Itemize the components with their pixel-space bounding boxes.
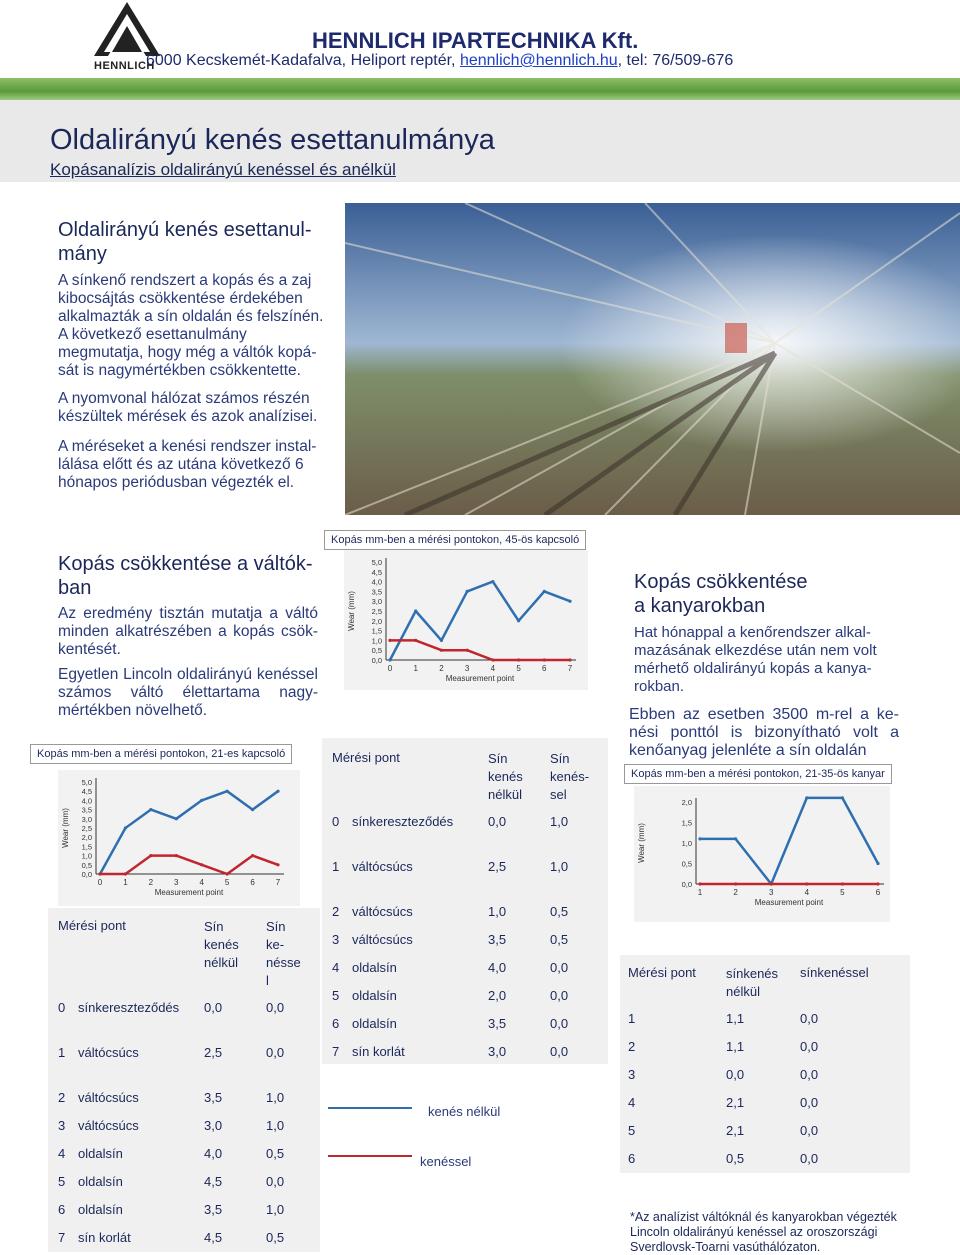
x-tick-label: 7 [275,878,281,887]
table45-cell: váltócsúcs [352,859,413,874]
data-point [568,658,571,661]
legend-no-lube-line [328,1107,412,1109]
y-tick-label: 0,5 [371,646,382,656]
green-band [0,78,960,100]
x-tick-label: 0 [97,878,103,887]
data-point [543,658,546,661]
table21 [48,908,320,1252]
y-tick-label: 1,5 [371,626,382,636]
table45-cell: oldalsín [352,960,397,975]
table45-cell: 1,0 [550,814,569,829]
data-point [200,863,203,866]
table45-cell: váltócsúcs [352,932,413,947]
x-tick-label: 3 [464,664,470,673]
x-tick-label: 4 [199,878,204,887]
curve-paragraph-1: Hat hónappal a kenőrendszer alkalmazásának elkezdése után nem volt mérhető oldalirányú kopás a kanyarokban. [634,624,877,695]
data-point [124,826,127,829]
chart45-plot [344,550,588,690]
table21-cell: 1 [58,1045,66,1060]
table21-cell: 3 [58,1118,66,1133]
table21-cell: 0,0 [266,1000,285,1015]
data-point [805,882,808,885]
chart-curve-caption: Kopás mm-ben a mérési pontokon, 21-35-ös kanyar [624,764,892,784]
x-tick-label: 1 [413,664,418,673]
legend-with-lube-label: kenéssel [420,1154,472,1169]
intro-paragraph-1: A sínkenő rendszert a kopás és a zaj kibocsájtás csökkentése érdekében alkalmazták a sín oldalán és felszínén. A következő esettanulmány megmutatja, hogy még a váltók kopását is nagymértékben csökkentette. [58,272,324,379]
table45-cell: 4 [332,960,340,975]
table21-cell: oldalsín [78,1174,123,1189]
table-curve-cell: 0,5 [726,1151,745,1166]
table-curve-cell: 6 [628,1151,636,1166]
table-curve-cell: 0,0 [800,1067,819,1082]
table21-cell: sínkereszteződés [78,1000,180,1015]
series-with-lube-line [100,856,278,874]
x-tick-label: 7 [567,664,573,673]
table45-cell: oldalsín [352,1016,397,1031]
table21-cell: váltócsúcs [78,1090,139,1105]
y-tick-label: 0,0 [681,880,692,889]
y-tick-label: 4,0 [371,577,382,587]
table45-cell: 4,0 [488,960,507,975]
y-tick-label: 2,0 [681,798,692,807]
table-curve-header-point: Mérési pont [628,965,696,980]
table-curve-cell: 3 [628,1067,636,1082]
data-point [466,649,469,652]
table45-cell: 2,0 [488,988,507,1003]
y-axis-label: Wear (mm) [347,591,356,631]
table21-cell: 1,0 [266,1202,285,1217]
table-curve-cell: 5 [628,1123,636,1138]
data-point [175,817,178,820]
table45-cell: 1 [332,859,340,874]
switch-paragraph-1: Az eredmény tisztán mutatja a váltó minden alkatrészében a kopás csökkentését. [58,605,318,658]
x-tick-label: 0 [387,664,393,673]
legend-no-lube-label: kenés nélkül [428,1104,501,1119]
y-tick-label: 5,0 [81,778,92,787]
switch-paragraph-2: Egyetlen Lincoln oldalirányú kenéssel számos váltó élettartama nagymértékben növelhető. [58,666,318,719]
x-tick-label: 6 [875,888,881,897]
intro-paragraph-2: A nyomvonal hálózat számos részén készültek mérések és azok analízisei. [58,390,318,425]
x-tick-label: 2 [733,888,738,897]
y-tick-label: 3,5 [81,805,92,815]
data-point [149,808,152,811]
x-tick-label: 6 [542,664,547,673]
data-point [491,658,494,661]
y-tick-label: 2,5 [371,607,382,616]
table21-header-point: Mérési pont [58,918,126,933]
table21-cell: oldalsín [78,1202,123,1217]
chart21-svg [58,770,300,906]
table-curve-cell: 1,1 [726,1011,745,1026]
table21-cell: 3,0 [204,1118,223,1133]
table45-cell: 0,0 [488,814,507,829]
y-tick-label: 3,5 [371,587,382,597]
x-tick-label: 4 [490,664,496,673]
address-text: 6000 Kecskemét-Kadafalva, Heliport reptér, [146,52,460,69]
x-tick-label: 3 [768,888,774,897]
table45-cell: oldalsín [352,988,397,1003]
x-tick-label: 5 [516,664,521,673]
x-tick-label: 1 [123,878,128,887]
phone-text: , tel: 76/509-676 [617,52,734,69]
x-axis-label: Measurement point [754,898,824,907]
table45-header-no-lube: Sín kenés nélkül [488,751,523,802]
chart21-caption: Kopás mm-ben a mérési pontokon, 21-es kapcsoló [30,744,292,764]
y-tick-label: 0,5 [81,860,92,870]
table21-cell: 0,0 [204,1000,223,1015]
y-tick-label: 3,0 [81,814,92,824]
data-point [440,639,443,642]
chart45-svg [344,550,588,690]
data-point [841,882,844,885]
data-point [543,590,546,593]
x-tick-label: 5 [840,888,845,897]
table45-cell: 0,0 [550,1044,569,1059]
table45-cell: sínkereszteződés [352,814,454,829]
table21-cell: váltócsúcs [78,1045,139,1060]
table-curve-cell: 0,0 [800,1151,819,1166]
data-point [517,658,520,661]
table21-cell: oldalsín [78,1146,123,1161]
data-point [388,639,391,642]
table-curve-cell: 0,0 [726,1067,745,1082]
data-point [200,799,203,802]
railway-image [345,203,960,515]
table21-cell: 3,5 [204,1090,223,1105]
table21-cell: 4 [58,1146,66,1161]
table21-header-with-lube: Sín kenésse l [266,919,301,988]
table-curve-header-no-lube: sínkenés nélkül [726,966,779,999]
data-point [124,872,127,875]
table45-cell: 7 [332,1044,340,1059]
data-point [491,580,494,583]
data-point [841,796,844,799]
data-point [440,649,443,652]
table-curve-cell: 2 [628,1039,636,1054]
table45-cell: 0,0 [550,1016,569,1031]
series-no-lube-line [700,798,878,884]
railway-photo [345,203,960,515]
table-curve-cell: 4 [628,1095,636,1110]
company-address [146,52,733,70]
data-point [175,854,178,857]
data-point [770,882,773,885]
data-point [466,590,469,593]
y-tick-label: 4,5 [81,787,92,797]
table45-cell: 0,5 [550,904,569,919]
data-point [251,854,254,857]
logo-wordmark: HENNLICH [94,60,155,72]
table21-cell: 2,5 [204,1045,223,1060]
table45-cell: 3,0 [488,1044,507,1059]
footnote: *Az analízist váltóknál és kanyarokban végezték Lincoln oldalirányú kenéssel az oroszországi Sverdlovsk-Toarni vasúthálózaton. [630,1210,897,1254]
y-tick-label: 2,0 [81,833,92,843]
email-link[interactable]: hennlich@hennlich.hu [459,52,618,69]
table45-cell: 2 [332,904,340,919]
x-tick-label: 2 [439,664,444,673]
table21-cell: 0 [58,1000,66,1015]
y-tick-label: 1,0 [81,851,92,861]
data-point [734,882,737,885]
series-no-lube-line [100,791,278,874]
chart-curve-svg [634,786,890,922]
table21-cell: 0,0 [266,1045,285,1060]
switch-heading: Kopás csökkentése a váltókban [58,553,313,599]
table45-cell: 1,0 [488,904,507,919]
y-tick-label: 0,5 [681,859,692,869]
table45-cell: 1,0 [550,859,569,874]
table21-cell: sín korlát [78,1230,131,1245]
table45-cell: 2,5 [488,859,507,874]
logo-mark-icon [92,0,162,60]
curve-paragraph-2: Ebben az esetben 3500 m-rel a kenési ponttól is bizonyítható volt a kenőanyag jelenléte a sín oldalán [629,706,899,759]
y-tick-label: 4,0 [81,796,92,806]
y-tick-label: 3,0 [371,597,382,607]
table-curve-cell: 0,0 [800,1123,819,1138]
table45-cell: 6 [332,1016,340,1031]
chart-curve-plot [634,786,890,922]
data-point [517,619,520,622]
table45-cell: 3,5 [488,932,507,947]
series-with-lube-line [390,640,570,660]
table-curve-header-with-lube: sínkenéssel [800,965,869,980]
y-axis-label: Wear (mm) [637,823,646,863]
table45-cell: 0,0 [550,960,569,975]
table45-header-with-lube: Sín kenéssel [550,751,590,802]
y-tick-label: 1,5 [81,842,92,852]
page-title: Oldalirányú kenés esettanulmánya [50,124,495,156]
y-axis-label: Wear (mm) [61,808,70,848]
y-tick-label: 5,0 [371,558,382,567]
table-curve [620,955,910,1173]
table45-cell: sín korlát [352,1044,405,1059]
legend-with-lube-line [328,1155,412,1157]
data-point [98,872,101,875]
table-curve-cell: 1 [628,1011,636,1026]
table45-cell: 5 [332,988,340,1003]
data-point [388,658,391,661]
data-point [876,882,879,885]
curve-heading-line1: Kopás csökkentése [634,571,808,593]
x-axis-label: Measurement point [445,674,515,683]
x-tick-label: 3 [174,878,179,887]
table21-cell: 3,5 [204,1202,223,1217]
y-tick-label: 1,5 [681,818,692,828]
y-tick-label: 4,5 [371,567,382,577]
table-curve-cell: 0,0 [800,1039,819,1054]
table21-cell: 6 [58,1202,66,1217]
y-tick-label: 0,0 [81,870,92,879]
table21-header-no-lube: Sín kenés nélkül [204,919,239,970]
table21-cell: 4,5 [204,1230,223,1245]
table-curve-cell: 2,1 [726,1095,745,1110]
x-tick-label: 4 [804,888,810,897]
table21-cell: 0,0 [266,1174,285,1189]
table45-cell: 0,5 [550,932,569,947]
x-tick-label: 1 [697,888,703,897]
table-curve-cell: 0,0 [800,1011,819,1026]
data-point [414,639,417,642]
table-curve-cell: 1,1 [726,1039,745,1054]
x-tick-label: 5 [224,878,230,887]
data-point [876,862,879,865]
data-point [698,882,701,885]
curve-heading-line2: a kanyarokban [634,595,766,617]
table21-cell: 0,5 [266,1230,285,1245]
data-point [414,609,417,612]
data-point [698,837,701,840]
data-point [568,600,571,603]
table21-cell: 7 [58,1230,66,1245]
table45 [322,738,608,1064]
y-tick-label: 2,0 [371,616,382,626]
chart21-plot [58,770,300,906]
intro-paragraph-3: A méréseket a kenési rendszer installálása előtt és az utána következő 6 hónapos periódusban végezték el. [58,438,317,491]
table-curve-cell: 2,1 [726,1123,745,1138]
y-tick-label: 1,0 [371,636,382,646]
table21-cell: 0,5 [266,1146,285,1161]
y-tick-label: 0,0 [371,656,382,665]
table21-cell: 4,0 [204,1146,223,1161]
data-point [276,790,279,793]
y-tick-label: 1,0 [681,839,692,848]
intro-heading: Oldalirányú kenés esettanulmány [58,219,312,265]
table45-cell: 3 [332,932,340,947]
table21-cell: 2 [58,1090,66,1105]
table21-cell: 4,5 [204,1174,223,1189]
table45-header-point: Mérési pont [332,750,400,765]
table45-cell: 0 [332,814,340,829]
data-point [251,808,254,811]
y-tick-label: 2,5 [81,824,92,833]
table-curve-cell: 0,0 [800,1095,819,1110]
x-tick-label: 6 [250,878,255,887]
table21-cell: 1,0 [266,1118,285,1133]
data-point [226,872,229,875]
chart45-caption: Kopás mm-ben a mérési pontokon, 45-ös kapcsoló [324,530,586,550]
company-name: HENNLICH IPARTECHNIKA Kft. [312,28,639,53]
data-point [276,863,279,866]
page-subtitle: Kopásanalízis oldalirányú kenéssel és anélkül [50,160,396,179]
table45-cell: váltócsúcs [352,904,413,919]
data-point [149,854,152,857]
table21-cell: váltócsúcs [78,1118,139,1133]
series-no-lube-line [390,582,570,660]
data-point [226,790,229,793]
table21-cell: 5 [58,1174,66,1189]
x-axis-label: Measurement point [154,888,224,897]
data-point [805,796,808,799]
x-tick-label: 2 [148,878,154,887]
table45-cell: 0,0 [550,988,569,1003]
table21-cell: 1,0 [266,1090,285,1105]
data-point [734,837,737,840]
table45-cell: 3,5 [488,1016,507,1031]
